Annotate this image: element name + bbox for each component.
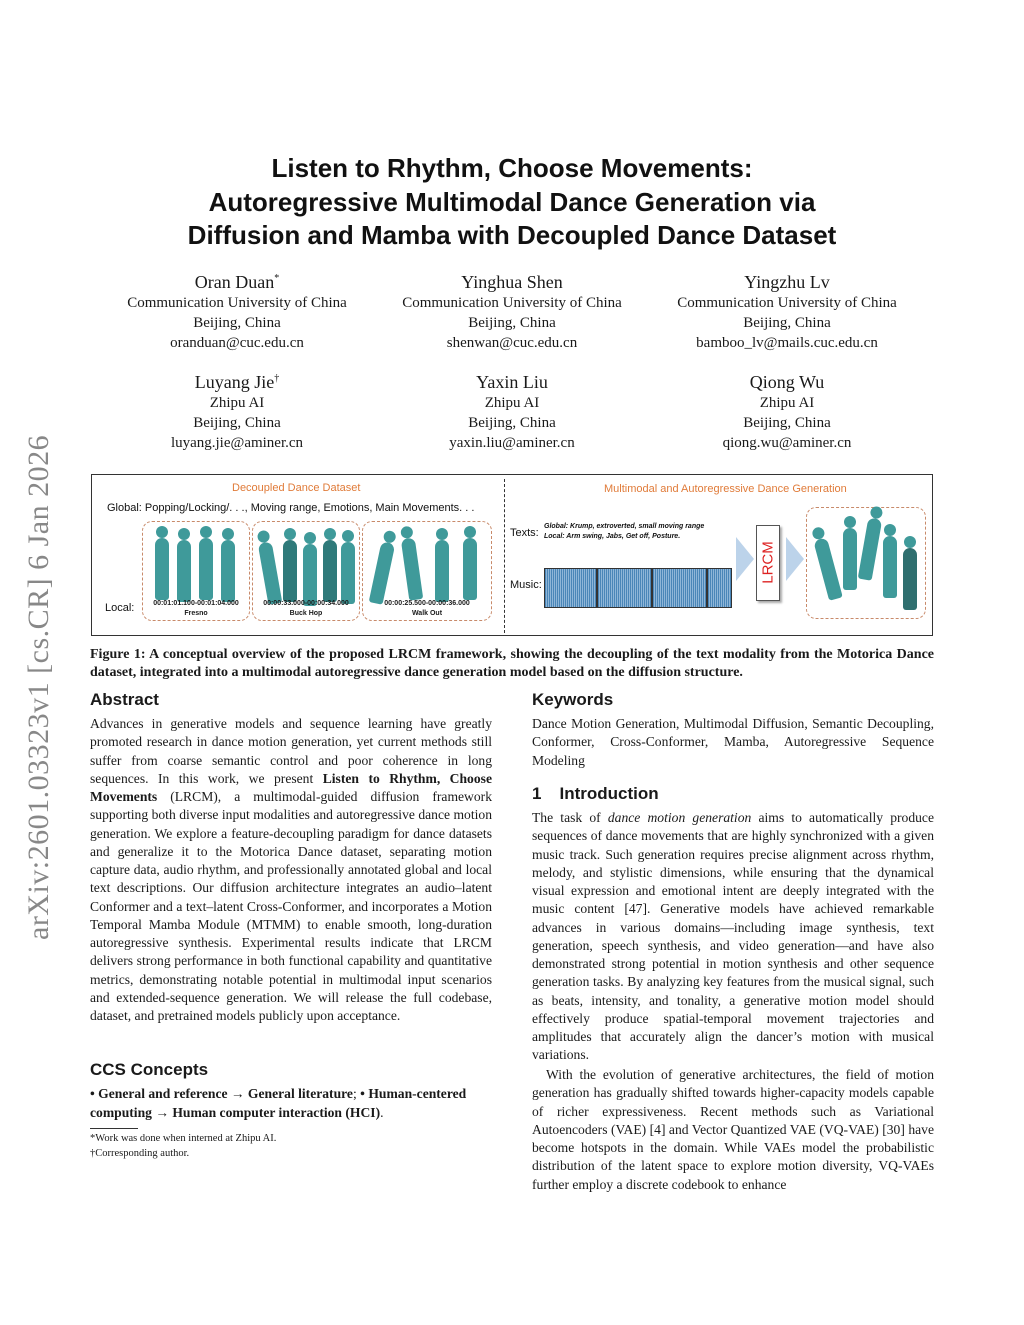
author-name: Qiong Wu	[749, 372, 825, 392]
arrow-icon	[786, 537, 804, 581]
clip-time: 00:00:33.000-00:00:34.000	[263, 600, 349, 607]
author	[647, 368, 927, 453]
keywords-text: Dance Motion Generation, Multimodal Diffusion, Semantic Decoupling, Conformer, Cross-Conformer, Mamba, Autoregressive Sequence Modeling	[532, 716, 934, 768]
author-name: Yinghua Shen	[461, 272, 563, 292]
author-email: bamboo_lv@mails.cuc.edu.cn	[696, 335, 878, 351]
title-line: Listen to Rhythm, Choose Movements:	[271, 153, 753, 183]
author-email: qiong.wu@aminer.cn	[722, 435, 852, 451]
paper-title	[0, 152, 1024, 253]
author-name: Luyang Jie†	[194, 372, 280, 392]
author-location: Beijing, China	[468, 415, 556, 431]
author-name: Yingzhu Lv	[744, 272, 830, 292]
author-email: luyang.jie@aminer.cn	[170, 435, 304, 451]
author-affiliation: Zhipu AI	[759, 395, 815, 411]
author-location: Beijing, China	[743, 415, 831, 431]
author-location: Beijing, China	[193, 415, 281, 431]
author-affiliation: Zhipu AI	[209, 395, 265, 411]
footnote: *Work was done when interned at Zhipu AI.	[90, 1133, 277, 1144]
music-waveform	[652, 568, 707, 608]
text-local: Local: Arm swing, Jabs, Get off, Posture.	[544, 533, 681, 540]
author-affiliation: Communication University of China	[127, 295, 347, 311]
author	[97, 268, 377, 353]
music-waveform	[707, 568, 732, 608]
author-location: Beijing, China	[468, 315, 556, 331]
author	[372, 268, 652, 353]
model-label: LRCM	[759, 541, 777, 584]
lrcm-box	[756, 525, 780, 601]
right-panel-title: Multimodal and Autoregressive Dance Generation	[604, 483, 847, 495]
author-name: Yaxin Liu	[476, 372, 548, 392]
abstract-heading: Abstract	[90, 690, 159, 709]
intro-paragraph: With the evolution of generative architectures, the field of motion generation has gradually shifted towards higher-capacity models capable of richer expressiveness. Recent methods such as Variational Autoencoders (VAE) [4] and Vector Quantized VAE (VQ-VAE) [30] have become hotspots in the domain. While VAEs model the probabilistic distribution of the latent space to explore motion diversity, VQ-VAEs further employ a discrete codebook to enhance	[532, 1067, 934, 1192]
title-line: Diffusion and Mamba with Decoupled Dance Dataset	[187, 220, 837, 250]
music-label: Music:	[510, 579, 542, 591]
author-name: Oran Duan*	[194, 272, 280, 292]
figure-caption: Figure 1: A conceptual overview of the proposed LRCM framework, showing the decoupling of the text modality from the Motorica Dance dataset, integrated into a multimodal autoregressive dance generation model based on the diffusion structure.	[90, 647, 934, 680]
figure-1	[91, 474, 933, 636]
clip-box	[252, 521, 360, 621]
clip-time: 00:01:01.100-00:01:04.000	[153, 600, 239, 607]
author-affiliation: Communication University of China	[402, 295, 622, 311]
music-waveform	[597, 568, 652, 608]
text-global: Global: Krump, extroverted, small moving range	[544, 523, 705, 530]
arrow-icon	[736, 537, 754, 581]
music-waveform	[544, 568, 597, 608]
abstract-text: Advances in generative models and sequence learning have greatly promoted research in dance motion generation, yet current methods still suffer from coarse semantic control and poor coherence in long sequences. In this work, we present Listen to Rhythm, Choose Movements (LRCM), a multimodal-guided diffusion framework supporting both diverse input modalities and autoregressive dance motion generation. We explore a feature-decoupling paradigm for dance datasets and generalize it to the Motorica Dance dataset, separating motion capture data, audio rhythm, and professionally annotated global and local text descriptions. Our diffusion architecture integrates an audio–latent Conformer and a text–latent Cross-Conformer, and incorporates a Motion Temporal Mamba Module (MTMM) to enable smooth, long-duration autoregressive synthesis. Experimental results indicate that LRCM delivers strong performance in both functional capability and quantitative metrics, demonstrating notable potential in multimodal input scenarios and extended-sequence generation. We will release the full codebase, dataset, and pretrained models publicly upon acceptance.	[90, 716, 492, 1023]
clip-name: Fresno	[184, 610, 208, 617]
clip-box	[362, 521, 492, 621]
texts-label: Texts:	[510, 527, 539, 539]
author-location: Beijing, China	[193, 315, 281, 331]
author-affiliation: Zhipu AI	[484, 395, 540, 411]
title-line: Autoregressive Multimodal Dance Generation via	[208, 186, 816, 217]
local-label: Local:	[105, 602, 135, 614]
clip-name: Walk Out	[411, 610, 443, 617]
author	[647, 268, 927, 353]
author	[97, 368, 377, 453]
author-affiliation: Communication University of China	[677, 295, 897, 311]
author	[372, 368, 652, 453]
author-email: yaxin.liu@aminer.cn	[449, 435, 575, 451]
output-box	[806, 507, 926, 619]
global-labels: Global: Popping/Locking/. . ., Moving range, Emotions, Main Movements. . .	[107, 502, 475, 514]
ccs-text: • General and reference → General literature; • Human-centered computing → Human computer interaction (HCI).	[90, 1086, 467, 1120]
author-email: shenwan@cuc.edu.cn	[446, 335, 578, 351]
keywords-heading: Keywords	[532, 690, 614, 709]
footnote: †Corresponding author.	[90, 1148, 190, 1159]
arxiv-stamp: arXiv:2601.03323v1 [cs.CR] 6 Jan 2026	[22, 434, 55, 940]
ccs-heading: CCS Concepts	[90, 1060, 209, 1079]
left-panel-title: Decoupled Dance Dataset	[232, 482, 361, 494]
footnote-rule	[90, 1128, 138, 1129]
author-location: Beijing, China	[743, 315, 831, 331]
clip-time: 00:00:25.500-00:00:36.000	[384, 600, 470, 607]
clip-box	[142, 521, 250, 621]
intro-paragraph: The task of dance motion generation aims to automatically produce sequences of dance movements that are highly synchronized with a given music track. Such generation requires precise alignment across rhythm, melody, and stylistic dimensions, while ensuring that the dynamical visual expression and emotional intent are deeply integrated with the music content [47]. Generative models have achieved remarkable advances in various domains—including image synthesis, text generation, speech synthesis, and video generation—and have also demonstrated strong potential in motion synthesis and other sequence generation tasks. By analyzing key features from the musical signal, such as beats, intensity, and tonality, a generative motion model should effectively produce spatial-temporal movement trajectories and amplitudes that accurately align the dancer’s motion with musical variations.	[532, 810, 934, 1063]
intro-heading: 1 Introduction	[532, 784, 659, 803]
clip-name: Buck Hop	[289, 610, 323, 617]
author-email: oranduan@cuc.edu.cn	[170, 335, 304, 351]
divider	[504, 479, 505, 633]
